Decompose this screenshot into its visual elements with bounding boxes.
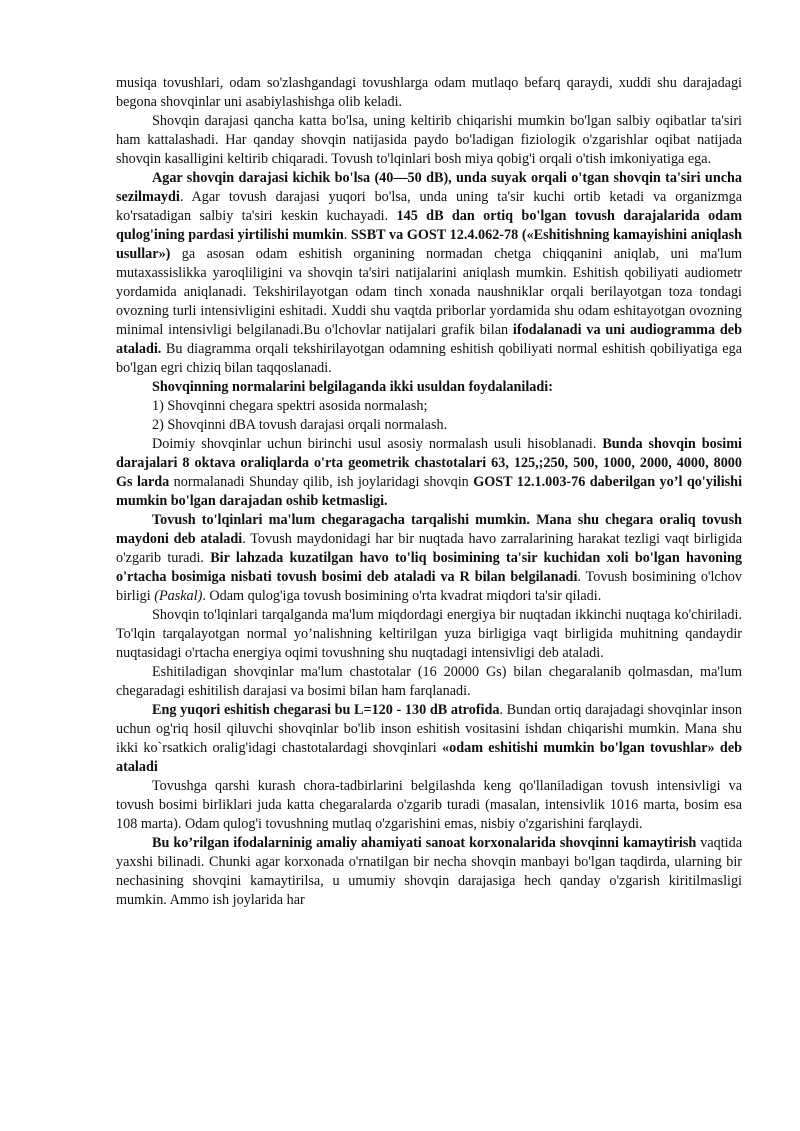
text-run: . — [343, 227, 351, 243]
italic-text: (Paskal) — [154, 588, 203, 604]
paragraph — [116, 663, 742, 701]
text-run: . Tovush bosimining o'lchov birligi — [116, 569, 742, 604]
bold-text: Agar shovqin darajasi kichik bo'lsa (40—50 dB), unda suyak orqali o'tgan shovqin ta'siri uncha sezilmaydi — [116, 170, 742, 205]
text-run: Tovushga qarshi kurash chora-tadbirlarini belgilashda keng qo'llaniladigan tovush intensivligi va tovush bosimi birliklari juda katta chegaralarda o'zgarib turadi (masalan, intensivlik 1016 marta, bosim esa 108 marta). Odam qulog'i tovushning mutlaq o'zgarishini emas, nisbiy o'zgarishini farqlaydi. — [116, 778, 742, 832]
paragraph — [116, 397, 742, 416]
bold-text: Bu ko’rilgan ifodalarninig amaliy ahamiyati sanoat korxonalarida shovqinni kamaytirish — [152, 835, 697, 851]
paragraph — [116, 701, 742, 777]
text-run: Shovqin to'lqinlari tarqalganda ma'lum miqdordagi energiya bir nuqtadan ikkinchi nuqtaga ko'chiriladi. To'lqin tarqalayotgan normal yo’nalishning keltirilgan yuza birligiga vaqt birligida muhitning qandaydir nuqtasidagi o'rtacha energiya oqimi tovushning shu nuqtadagi intensivligi deb ataladi. — [116, 607, 742, 661]
paragraph — [116, 511, 742, 606]
bold-text: Eng yuqori eshitish chegarasi bu L=120 - 130 dB atrofida — [152, 702, 500, 718]
paragraph — [116, 435, 742, 511]
paragraph — [116, 416, 742, 435]
text-run: Eshitiladigan shovqinlar ma'lum chastotalar (16 20000 Gs) bilan chegaralanib qolmasdan, ma'lum chegaradagi eshitilish darajasi va bosimi bilan ham farqlanadi. — [116, 664, 742, 699]
bold-text: Bir lahzada kuzatilgan havo to'liq bosimining ta'sir kuchidan xoli bo'lgan havoning o'rtacha bosimiga nisbati tovush bosimi deb ataladi va R bilan belgilanadi — [116, 550, 742, 585]
bold-text: Tovush to'lqinlari ma'lum chegaragacha tarqalishi mumkin. Mana shu chegara oraliq tovush maydoni deb ataladi — [116, 512, 742, 547]
text-run: Bu diagramma orqali tekshirilayotgan odamning eshitish qobiliyati normal eshitish qobiliyatiga ega bo'lgan egri chiziq bilan taqqoslanadi. — [116, 341, 742, 376]
document-body — [116, 74, 742, 910]
text-run: 1) Shovqinni chegara spektri asosida normalash; — [152, 398, 428, 414]
paragraph — [116, 606, 742, 663]
text-run: vaqtida yaxshi bilinadi. Chunki agar korxonada o'rnatilgan bir necha shovqin manbayi bo'lgan taqdirda, ularning bir nechasining shovqini kamaytirilsa, u umumiy shovqin darajasiga hech qanday o'zgarish kiritilmasligi mumkin. Ammo ish joylarida har — [116, 835, 743, 908]
paragraph — [116, 378, 742, 397]
text-run: Doimiy shovqinlar uchun birinchi usul asosiy normalash usuli hisoblanadi. — [152, 436, 603, 452]
bold-text: SSBT va GOST 12.4.062-78 («Eshitishning kamayishini aniqlash usullar») — [116, 227, 743, 262]
text-run: ga asosan odam eshitish organining normadan chetga chiqqanini aniqlab, uni ma'lum mutaxassislikka yaroqliligini va shovqin ta'siri natijalarini aniqlash mumkin. Eshitish qobiliyati audiometr yordamida aniqlanadi. Tekshirilayotgan odam tinch xonada naushniklar orqali berilayotgan toza tondagi ovozning turli intensivligini eshitadi. Xuddi shu vaqtda priborlar yordamida shu odam eshitayotgan ovozning minimal intensivligi belgilanadi.Bu o'lchovlar natijalari grafik bilan — [116, 246, 742, 338]
paragraph — [116, 834, 742, 910]
text-run: Shovqin darajasi qancha katta bo'lsa, uning keltirib chiqarishi mumkin bo'lgan salbiy oqibatlar ta'siri ham kattalashadi. Har qanday shovqin natijasida paydo bo'ladigan fiziologik o'zgarishlar oqibat natijada shovqin kasalligini keltirib chiqaradi. Tovush to'lqinlari bosh miya qobig'i orqali o'tish imkoniyatiga ega. — [116, 113, 742, 167]
text-run: musiqa tovushlari, odam so'zlashgandagi tovushlarga odam mutlaqo befarq qaraydi, xuddi shu darajadagi begona shovqinlar uni asabiylashishga olib keladi. — [116, 75, 742, 110]
text-run: . Odam qulog'iga tovush bosimining o'rta kvadrat miqdori ta'sir qiladi. — [202, 588, 602, 604]
bold-text: Bunda shovqin bosimi darajalari 8 oktava oraliqlarda o'rta geometrik chastotalari 63, 125,;250, 500, 1000, 2000, 4000, 8000 Gs larda — [116, 436, 742, 490]
paragraph — [116, 169, 742, 378]
paragraph — [116, 112, 742, 169]
bold-text: 145 dB dan ortiq bo'lgan tovush darajalarida odam qulog'ining pardasi yirtilishi mumkin — [116, 208, 743, 243]
paragraph — [116, 777, 742, 834]
bold-text: GOST 12.1.003-76 daberilgan yo’l qo'yilishi mumkin bo'lgan darajadan oshib ketmasligi. — [116, 474, 743, 509]
text-run: 2) Shovqinni dBA tovush darajasi orqali normalash. — [152, 417, 448, 433]
text-run: . Tovush maydonidagi har bir nuqtada havo zarralarining harakat tezligi vaqt birligida o'zgarib turadi. — [116, 531, 742, 566]
bold-text: ifodalanadi va uni audiogramma deb ataladi. — [116, 322, 742, 357]
bold-text: «odam eshitishi mumkin bo'lgan tovushlar» deb ataladi — [116, 740, 743, 775]
text-run: normalanadi Shunday qilib, ish joylaridagi shovqin — [169, 474, 474, 490]
text-run: . Bundan ortiq darajadagi shovqinlar inson uchun og'riq hosil qiluvchi shovqinlar bo'lib inson eshitish vositasini ishdan chiqarishi mumkin. Mana shu ikki ko`rsatkich oralig'idagi chastotalardagi shovqinlari — [116, 702, 742, 756]
paragraph — [116, 74, 742, 112]
text-run: . Agar tovush darajasi yuqori bo'lsa, unda uning ta'sir kuchi ortib ketadi va organizmga ko'rsatadigan salbiy ta'siri keskin kuchayadi. — [116, 189, 742, 224]
bold-text: Shovqinning normalarini belgilaganda ikki usuldan foydalaniladi: — [152, 379, 553, 395]
